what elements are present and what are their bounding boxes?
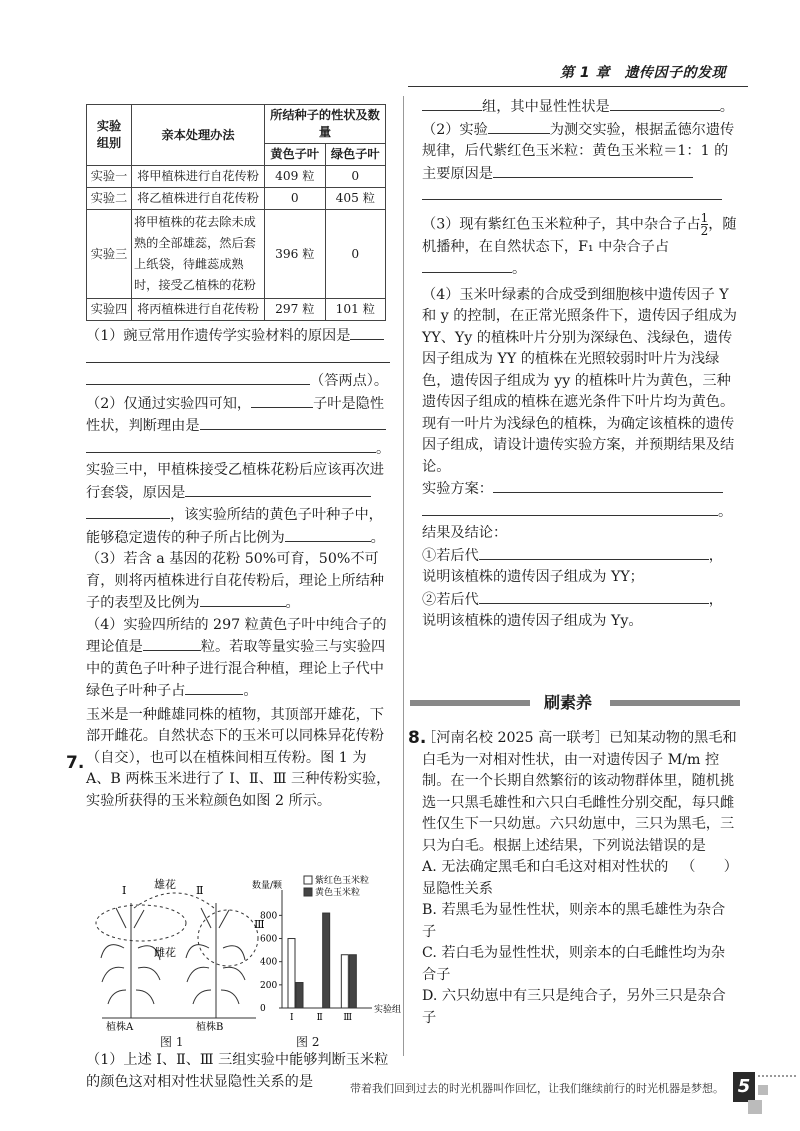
question-text: ②若后代 [422, 591, 479, 608]
question-text: ，随机播种，在自然状态下，F₁ 中杂合子占 [422, 216, 737, 255]
left-column [86, 104, 392, 812]
table-row [87, 188, 386, 210]
question-6-1 [86, 325, 392, 393]
table-row [87, 299, 386, 321]
answer-blank[interactable] [185, 680, 243, 695]
question-7-2 [422, 119, 738, 208]
table-cell: 405 粒 [325, 188, 386, 210]
question-text: 实验三中，甲植株接受乙植株花粉后应该再次进行套袋，原因是 [86, 462, 384, 501]
figure-2-chart [252, 874, 401, 1023]
bar-yellow [323, 913, 330, 1008]
y-tick-label: 400 [260, 957, 278, 968]
table-cell: 0 [265, 188, 326, 210]
fig1-label-iii: Ⅲ [254, 918, 265, 931]
table-cell: 将甲植株进行自花传粉 [132, 166, 265, 188]
pollination-loop-i [96, 905, 186, 941]
question-text: （1）豌豆常用作遗传学实验材料的原因是 [86, 328, 351, 344]
figure-1 [96, 893, 258, 1018]
table-cell: 实验四 [87, 299, 132, 321]
bar-purple [288, 939, 295, 1008]
answer-blank[interactable] [86, 348, 390, 363]
pollination-loop-iii [198, 910, 258, 966]
option-a[interactable]: A. 无法确定黑毛和白毛这对相对性状的显隐性关系 [422, 859, 669, 897]
table-header-result: 所结种子的性状及数量 [265, 105, 386, 144]
question-text: （2）实验 [422, 121, 488, 138]
section-banner [410, 690, 740, 714]
answer-blank[interactable] [200, 592, 286, 607]
conclusion-1 [422, 545, 738, 589]
question-7-4 [422, 285, 738, 479]
table-cell: 409 粒 [265, 166, 326, 188]
question-text: 粒。若取等量实验三与实验四中的黄色子叶种子进行混合种植，理论上子代中绿色子叶种子占 [86, 639, 386, 699]
answer-blank[interactable] [86, 370, 310, 385]
question-text: 组，其中显性性状是 [482, 99, 610, 115]
option-b[interactable]: B. 若黑毛为显性性状，则亲本的黑毛雄性为杂合子 [422, 902, 726, 940]
banner-bar-right [610, 700, 740, 706]
answer-blank[interactable] [479, 589, 709, 604]
footer-motto: 带着我们回到过去的时光机器叫作回忆，让我们继续前行的时光机器是梦想。 [350, 1082, 724, 1095]
question-text: 。 [376, 440, 391, 457]
table-header-group: 实验 组别 [87, 105, 132, 166]
question-text: 说明该植株的遗传因子组成为 YY； [422, 569, 644, 585]
question-text: ， [708, 591, 723, 608]
legend-swatch [304, 876, 312, 884]
decor-square [758, 1085, 768, 1095]
footer-dots [758, 1075, 796, 1077]
legend-label: 黄色玉米粒 [315, 888, 361, 898]
y-tick-label: 600 [260, 934, 278, 945]
answer-blank[interactable] [251, 393, 313, 408]
question-text: 为测交实验，根据孟德尔遗传规律，后代紫红色玉米粒：黄色玉米粒＝1：1 的主要原因是 [422, 121, 735, 182]
option-c[interactable]: C. 若白毛为显性性状，则亲本的白毛雌性均为杂合子 [422, 945, 726, 983]
fig1-label-male: 雄花 [154, 878, 176, 891]
answer-blank[interactable] [422, 258, 512, 273]
experiment-table [86, 104, 386, 321]
table-cell: 0 [325, 166, 386, 188]
answer-blank[interactable] [422, 96, 482, 111]
question-text: 玉米是一种雌雄同株的植物，其顶部开雄花，下部开雌花。自然状态下的玉米可以同株异花传粉（自交），也可以在植株间相互传粉。图 1 为 A、B 两株玉米进行了 Ⅰ、Ⅱ、Ⅲ 三种传粉实验，实验所获得的玉米粒颜色如图 2 所示。 [86, 706, 391, 809]
y-tick-label: 800 [260, 911, 278, 922]
question-7 [86, 705, 392, 813]
question-text: 实验方案： [422, 481, 493, 497]
banner-title: 刷素养 [538, 690, 598, 713]
question-text: （1）上述 Ⅰ、Ⅱ、Ⅲ 三组实验中能够判断玉米粒的颜色这对相对性状显隐性关系的是 [86, 1052, 389, 1090]
fig1-plant-b-label: 植株B [196, 1022, 224, 1033]
fig1-label-female: 雌花 [154, 946, 176, 959]
table-cell: 0 [325, 210, 386, 299]
question-text: 。 [719, 99, 734, 115]
question-text: ①若后代 [422, 547, 479, 564]
question-text: （3）现有紫红色玉米粒种子，其中杂合子占 [422, 216, 701, 232]
question-6-2-cont [86, 460, 392, 549]
table-row [87, 210, 386, 299]
question-text: 说明该植株的遗传因子组成为 Yy。 [422, 613, 643, 629]
answer-blank[interactable] [493, 163, 693, 178]
column-divider [403, 96, 404, 1056]
question-text: 。 [512, 261, 527, 277]
bar-purple [341, 955, 348, 1008]
chapter-header: 第 1 章 遗传因子的发现 [560, 65, 726, 81]
question-6-4 [86, 615, 392, 703]
fraction-numerator: 1 [700, 210, 709, 225]
question-text: 。 [285, 595, 300, 611]
fig2-caption: 图 2 [296, 1035, 320, 1049]
bar-yellow [349, 955, 356, 1008]
question-7-number: 7. [66, 753, 85, 773]
question-text: （答两点）。 [310, 373, 389, 389]
table-cell: 396 粒 [265, 210, 326, 299]
question-8-number: 8. [408, 728, 427, 748]
question-text: 。 [243, 683, 258, 699]
conclusion-2 [422, 589, 738, 633]
table-cell: 实验一 [87, 166, 132, 188]
answer-blank[interactable] [422, 185, 722, 200]
question-6-2 [86, 393, 392, 461]
fig1-label-i: Ⅰ [122, 884, 127, 897]
answer-blank[interactable] [86, 438, 376, 453]
x-tick-label: Ⅱ [316, 1013, 323, 1023]
plan-line [422, 478, 738, 523]
question-8 [422, 728, 738, 1029]
page-number: 5 [733, 1072, 755, 1102]
table-row [87, 166, 386, 188]
fig1-caption: 图 1 [160, 1035, 184, 1049]
table-cell: 将甲植株的花去除未成熟的全部雄蕊，然后套上纸袋，待雌蕊成熟时，接受乙植株的花粉 [132, 210, 265, 299]
legend-label: 紫红色玉米粒 [315, 876, 370, 886]
fraction-denominator: 2 [700, 223, 709, 238]
question-7-1 [86, 1050, 392, 1093]
header-rule [408, 86, 748, 87]
answer-paren[interactable]: （ ） [681, 859, 738, 875]
y-axis-label: 数量/颗 [252, 881, 283, 891]
decor-square [748, 1100, 762, 1114]
answer-blank[interactable] [493, 478, 723, 493]
answer-blank[interactable] [610, 96, 720, 111]
question-text: ［河南名校 2025 高一联考］已知某动物的黑毛和白毛为一对相对性状，由一对遗传因子 M/m 控制。在一个长期自然繁衍的该动物群体里，随机挑选一只黑毛雄性和六只白毛雌性分别交配，每只雌性仅生下一只幼崽。六只幼崽中，三只为黑毛，三只为白毛。根据上述结果，下列说法错误的是 [422, 730, 737, 854]
question-7-1-cont [422, 96, 738, 119]
fig1-label-ii: Ⅱ [196, 884, 204, 897]
answer-blank[interactable] [285, 527, 371, 542]
answer-blank[interactable] [200, 415, 386, 430]
question-text: 。 [718, 503, 733, 520]
table-header-green: 绿色子叶 [325, 144, 386, 166]
question-text: （2）仅通过实验四可知， [86, 395, 252, 412]
table-cell: 将乙植株进行自花传粉 [132, 188, 265, 210]
plant-b [186, 903, 245, 1018]
question-text: ， [708, 547, 723, 564]
question-text: 子叶是隐性性状，判断理由是 [86, 395, 385, 434]
answer-blank[interactable] [86, 504, 170, 519]
x-axis-label: 实验组 [374, 1005, 402, 1015]
fig1-plant-a-label: 植株A [106, 1022, 134, 1033]
table-header-yellow: 黄色子叶 [265, 144, 326, 166]
bar-yellow [296, 983, 303, 1008]
table-header-method: 亲本处理办法 [132, 105, 265, 166]
question-text: 。 [370, 529, 385, 546]
answer-blank[interactable] [479, 545, 709, 560]
table-cell: 101 粒 [325, 299, 386, 321]
question-text: （3）若含 a 基因的花粉 50%可育，50%不可育，则将丙植株进行自花传粉后，理论上所结种子的表型及比例为 [86, 551, 384, 611]
option-d[interactable]: D. 六只幼崽中有三只是纯合子，另外三只是杂合子 [422, 988, 726, 1026]
right-column [422, 96, 738, 633]
answer-blank[interactable] [143, 636, 201, 651]
answer-blank[interactable] [185, 482, 371, 497]
y-tick-label: 200 [260, 980, 278, 991]
x-tick-label: Ⅲ [343, 1013, 353, 1023]
figure-svg [86, 868, 402, 1033]
question-6-3 [86, 549, 392, 615]
question-7-3 [422, 212, 738, 281]
question-text: （4）玉米叶绿素的合成受到细胞核中遗传因子 Y 和 y 的控制，在正常光照条件下，遗传因子组成为 YY、Yy 的植株叶片分别为深绿色、浅绿色，遗传因子组成为 YY 的植株在光照较弱时叶片为浅绿色，遗传因子组成为 yy 的植株叶片为黄色，三种遗传因子组成的植株在遮光条件下叶片均为黄色。现有一叶片为浅绿色的植株，为确定该植株的遗传因子组成，请设计遗传实验方案，并预期结果及结论。 [422, 286, 737, 475]
result-label: 结果及结论： [422, 525, 508, 541]
banner-bar-left [410, 700, 530, 706]
question-text: （4）实验四所结的 297 粒黄色子叶中纯合子的理论值是 [86, 616, 387, 655]
figures [86, 868, 402, 1033]
table-cell: 实验二 [87, 188, 132, 210]
x-tick-label: Ⅰ [290, 1013, 294, 1023]
answer-blank[interactable] [350, 325, 384, 340]
y-tick-label: 0 [260, 1004, 266, 1014]
table-cell: 将丙植株进行自花传粉 [132, 299, 265, 321]
answer-blank[interactable] [422, 501, 718, 516]
legend-swatch [304, 888, 312, 896]
table-cell: 实验三 [87, 210, 132, 299]
question-text: ，该实验所结的黄色子叶种子中，能够稳定遗传的种子所占比例为 [86, 507, 383, 546]
plant-a [101, 903, 160, 1018]
answer-blank[interactable] [488, 119, 550, 134]
table-cell: 297 粒 [265, 299, 326, 321]
